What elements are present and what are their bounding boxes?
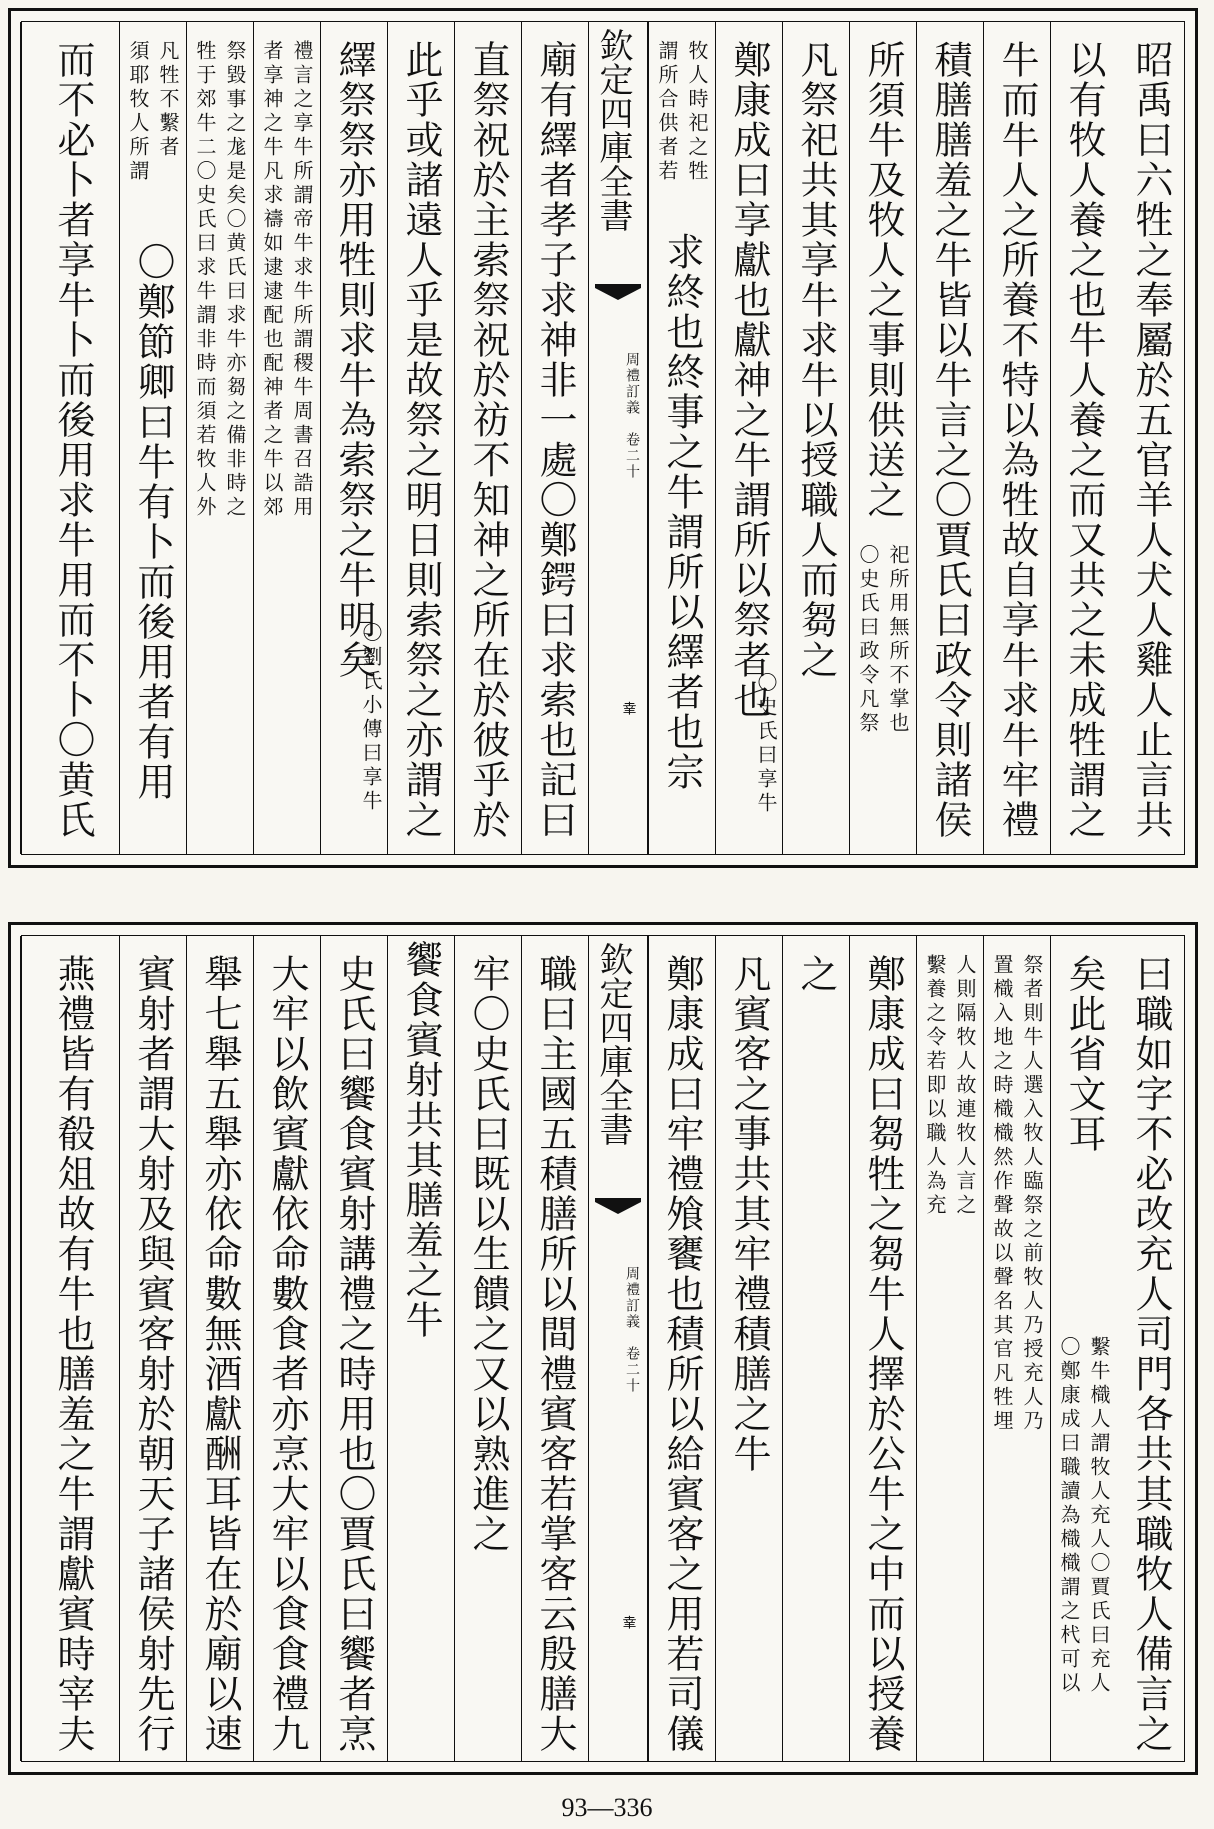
- column-text: 大牢以飲賓獻依命數食者亦烹大牢以食食禮九: [265, 954, 309, 1754]
- folio-number: 𦍒: [620, 702, 636, 716]
- bottom-page: [8, 922, 1198, 1775]
- commentary-note: 人則隔牧人故連牧人言之: [953, 954, 977, 1218]
- book-series-title: 欽定四庫全書: [593, 942, 633, 1146]
- column-text: 舉七舉五舉亦依命數無酒獻酬耳皆在於廟以速: [198, 954, 242, 1754]
- text-column: [1050, 936, 1117, 1761]
- text-column: [186, 936, 253, 1761]
- text-column: [648, 936, 715, 1761]
- commentary-note: 繫牛樴人謂牧人充人〇賈氏曰充人: [1087, 1336, 1111, 1696]
- commentary-note: 者享神之牛凡求禱如逮逮配也配神者之牛以郊: [260, 40, 284, 520]
- column-text: 矣此省文耳: [1062, 954, 1106, 1154]
- text-column: [782, 936, 849, 1761]
- text-column: [320, 22, 387, 854]
- column-text: 〇鄭節卿曰牛有卜而後用者有用: [131, 242, 175, 802]
- text-column: [648, 22, 715, 854]
- text-column: [849, 936, 916, 1761]
- text-column: [1117, 22, 1184, 854]
- column-text: 曰職如字不必改充人司門各共其職牧人備言之: [1129, 954, 1173, 1754]
- center-fold: [588, 22, 648, 854]
- text-column: [454, 22, 521, 854]
- text-column: [983, 936, 1050, 1761]
- commentary-note: 置樴入地之時樴樴然作聲故以聲名其官凡牲埋: [990, 954, 1014, 1434]
- column-text: 此乎或諸遠人乎是故祭之明日則索祭之亦謂之: [399, 40, 443, 840]
- text-column: [782, 22, 849, 854]
- column-text: 牢〇史氏曰既以生饋之又以熟進之: [466, 954, 510, 1554]
- text-column: [454, 936, 521, 1761]
- commentary-note: 繫養之令若即以職人為充: [923, 954, 947, 1218]
- text-column: [387, 22, 454, 854]
- commentary-note: 祭毀事之尨是矣〇黄氏曰求牛亦芻之備非時之: [223, 40, 247, 520]
- commentary-note: 〇史氏曰政令凡祭: [856, 544, 880, 736]
- commentary-note: 謂所合供者若: [655, 40, 679, 184]
- text-column: [119, 936, 186, 1761]
- commentary-note: 牲于郊牛二〇史氏曰求牛謂非時而須若牧人外: [193, 40, 217, 520]
- column-text: 賓射者謂大射及與賓客射於朝天子諸侯射先行: [131, 954, 175, 1754]
- commentary-note: 禮言之享牛所謂帝牛求牛所謂稷牛周書召誥用: [290, 40, 314, 520]
- commentary-note: 須耶牧人所謂: [126, 40, 150, 184]
- text-column: [1117, 936, 1184, 1761]
- column-text: 所須牛及牧人之事則供送之: [861, 40, 905, 520]
- column-text: 廟有繹者孝子求神非一處〇鄭鍔曰求索也記曰: [533, 40, 577, 840]
- column-text: 積膳膳羞之牛皆以牛言之〇賈氏曰政令則諸侯: [928, 40, 972, 840]
- text-column: [20, 22, 119, 854]
- text-column: [20, 936, 119, 1761]
- column-text: 以有牧人養之也牛人養之而又共之未成牲謂之: [1062, 40, 1106, 840]
- column-text: 之: [794, 954, 838, 994]
- text-column: [521, 936, 588, 1761]
- commentary-note: 牧人時祀之牲: [685, 40, 709, 184]
- column-text: 饗食賓射共其膳羞之牛: [399, 940, 443, 1340]
- column-text: 而不必卜者享牛卜而後用求牛用而不卜〇黄氏: [51, 40, 95, 840]
- column-text: 職曰主國五積膳所以間禮賓客若掌客云殷膳大: [533, 954, 577, 1754]
- column-text: 鄭康成曰牢禮飧饔也積所以給賓客之用若司儀: [660, 954, 704, 1754]
- commentary-note: 凡牲不繫者: [156, 40, 180, 160]
- center-fold: [588, 936, 648, 1761]
- text-column: [849, 22, 916, 854]
- column-text: 求終也終事之牛謂所以繹者也宗: [660, 232, 704, 792]
- column-text: 凡祭祀共其享牛求牛以授職人而芻之: [794, 40, 838, 680]
- book-series-title: 欽定四庫全書: [593, 28, 633, 232]
- column-text: 燕禮皆有殽俎故有牛也膳羞之牛謂獻賓時宰夫: [51, 954, 95, 1754]
- text-column: [186, 22, 253, 854]
- column-text: 牛而牛人之所養不特以為牲故自享牛求牛牢禮: [995, 40, 1039, 840]
- text-column: [253, 22, 320, 854]
- text-column: [253, 936, 320, 1761]
- book-info: 周禮訂義 卷二十: [624, 352, 640, 480]
- text-column: [387, 936, 454, 1761]
- commentary-note: 祀所用無所不掌也: [886, 544, 910, 736]
- column-text: 鄭康成曰享獻也獻神之牛謂所以祭者也: [727, 40, 771, 720]
- text-column: [983, 22, 1050, 854]
- commentary-note: 〇鄭康成曰職讀為樴樴謂之杙可以: [1057, 1336, 1081, 1696]
- bottom-page-frame: [21, 935, 1185, 1762]
- text-column: [521, 22, 588, 854]
- column-text: 凡賓客之事共其牢禮積膳之牛: [727, 954, 771, 1474]
- commentary-note: 〇史氏曰享牛: [754, 672, 778, 816]
- text-column: [1050, 22, 1117, 854]
- fishtail-mark-icon: [595, 1198, 641, 1214]
- column-text: 繹祭祭亦用牲則求牛為索祭之牛明矣: [332, 40, 376, 680]
- column-text: 直祭祝於主索祭祝於祊不知神之所在於彼乎於: [466, 40, 510, 840]
- text-column: [715, 936, 782, 1761]
- column-text: 史氏曰饗食賓射講禮之時用也〇賈氏曰饗者烹: [332, 954, 376, 1754]
- text-column: [119, 22, 186, 854]
- column-text: 鄭康成曰芻牲之芻牛人擇於公牛之中而以授養: [861, 954, 905, 1754]
- text-column: [715, 22, 782, 854]
- text-column: [916, 936, 983, 1761]
- folio-number: 𦍒: [620, 1616, 636, 1630]
- book-info: 周禮訂義 卷二十: [624, 1266, 640, 1394]
- top-page: [8, 8, 1198, 868]
- commentary-note: 〇劉氏小傳曰享牛: [359, 622, 383, 814]
- fishtail-mark-icon: [595, 284, 641, 300]
- text-column: [320, 936, 387, 1761]
- text-column: [916, 22, 983, 854]
- top-page-frame: [21, 21, 1185, 855]
- commentary-note: 祭者則牛人選入牧人臨祭之前牧人乃授充人乃: [1020, 954, 1044, 1434]
- column-text: 昭禹曰六牲之奉屬於五官羊人犬人雞人止言共: [1129, 40, 1173, 840]
- page-number: 93—336: [561, 1793, 653, 1822]
